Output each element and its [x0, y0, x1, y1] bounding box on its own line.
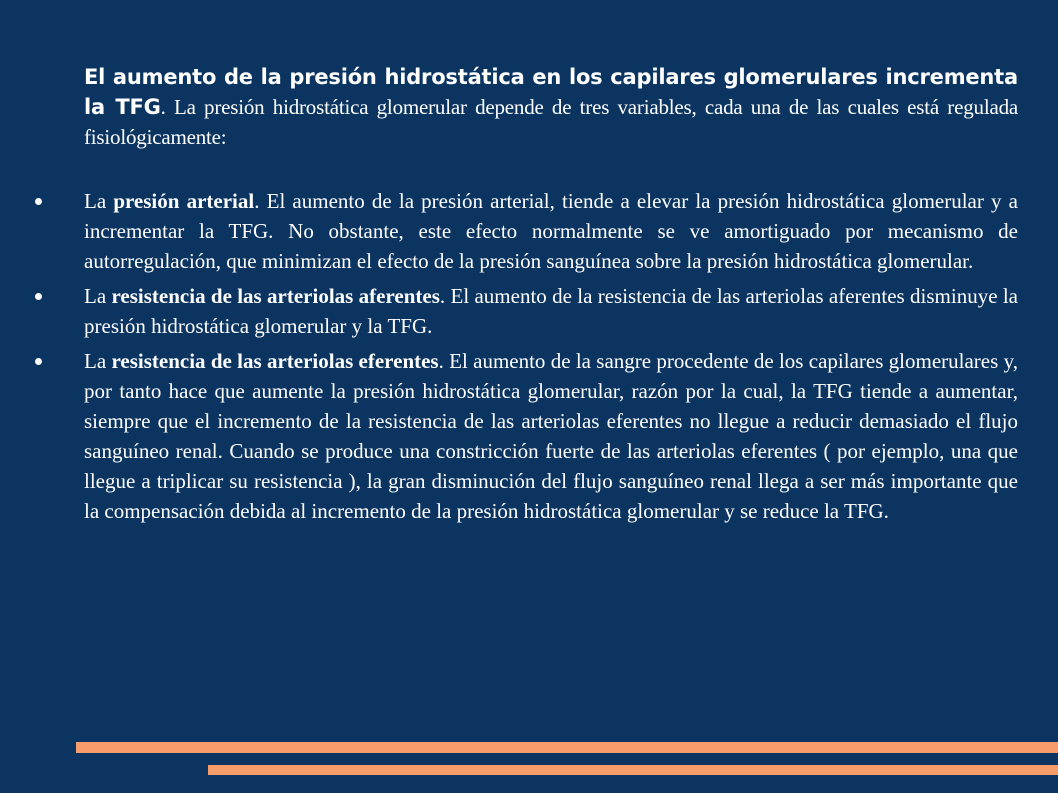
bullet-prefix: La — [84, 349, 112, 373]
intro-paragraph — [84, 62, 1018, 152]
bullet-item-arteriolas-aferentes — [84, 281, 1018, 341]
bullet-dot-icon — [35, 358, 42, 365]
bullet-item-presion-arterial — [84, 186, 1018, 276]
accent-bar-upper — [76, 742, 1058, 753]
intro-text: . La presión hidrostática glomerular depende de tres variables, cada una de las cuales está regulada fisiológicamente: — [84, 95, 1018, 149]
bullet-item-arteriolas-eferentes — [84, 346, 1018, 526]
bullet-bold-term: presión arterial — [113, 189, 255, 213]
bullet-dot-icon — [35, 293, 42, 300]
bullet-text: . El aumento de la presión arterial, tiende a elevar la presión hidrostática glomerular y a incrementar la TFG. No obstante, este efecto normalmente se ve amortiguado por mecanismo de autorregulación, que minimizan el efecto de la presión sanguínea sobre la presión hidrostática glomerular. — [84, 189, 1018, 273]
bullet-prefix: La — [84, 189, 114, 213]
bullet-bold-term: resistencia de las arteriolas eferentes — [111, 349, 439, 373]
bullet-prefix: La — [84, 284, 112, 308]
accent-bar-lower — [208, 765, 1058, 775]
bullet-text: . El aumento de la resistencia de las arteriolas aferentes disminuye la presión hidrostática glomerular y la TFG. — [84, 284, 1019, 338]
intro-bold-text: El aumento de la presión hidrostática en los capilares glomerulares incrementa la TFG — [84, 65, 1018, 119]
bullet-text: . El aumento de la sangre procedente de los capilares glomerulares y, por tanto hace que aumente la presión hidrostática glomerular, razón por la cual, la TFG tiende a aumentar, siempre que el incremento de la resistencia de las arteriolas eferentes no llegue a reducir demasiado el flujo sanguíneo renal. Cuando se produce una constricción fuerte de las arteriolas eferentes ( por ejemplo, una que llegue a triplicar su resistencia ), la gran disminución del flujo sanguíneo renal llega a ser más importante que la compensación debida al incremento de la presión hidrostática glomerular y se reduce la TFG. — [84, 349, 1018, 523]
bullet-dot-icon — [35, 198, 42, 205]
bullet-bold-term: resistencia de las arteriolas aferentes — [111, 284, 440, 308]
bullet-list — [84, 186, 1018, 531]
